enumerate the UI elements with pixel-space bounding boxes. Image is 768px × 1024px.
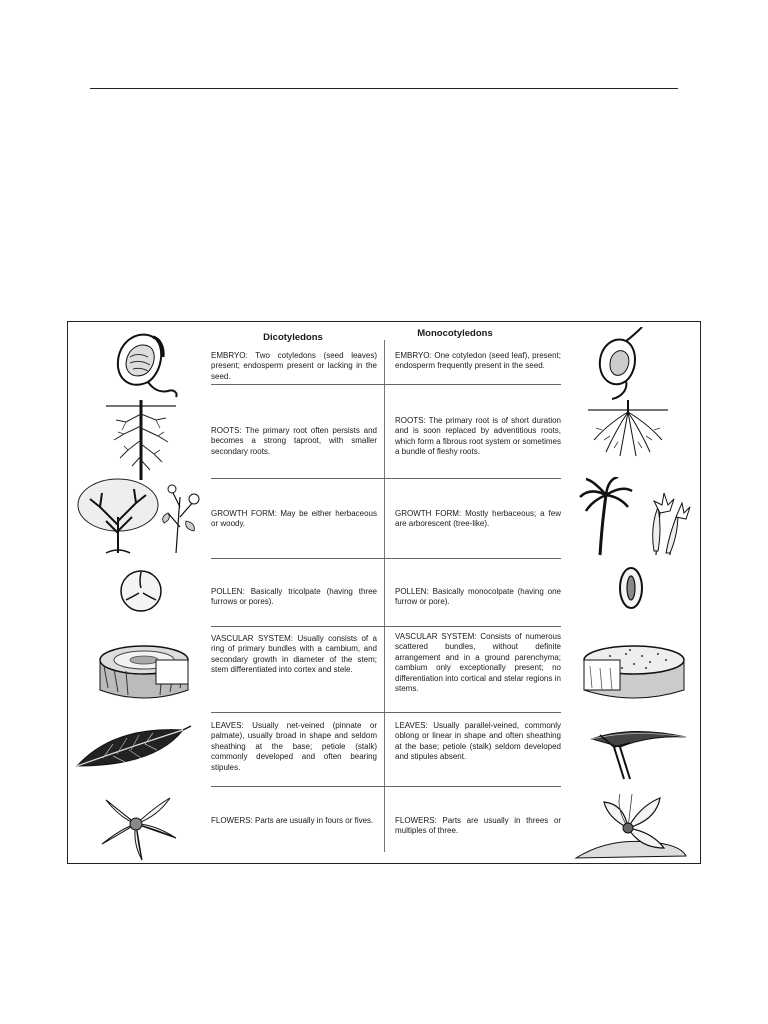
dicot-leaves-text: LEAVES: Usually net-veined (pinnate or palmate), usually broad in shape and seldom sheathing at the base; petiole (stalk) commonly developed and often bearing stipules. xyxy=(211,721,377,772)
monocot-roots-text: ROOTS: The primary root is of short duration and is soon replaced by adventitious roots, which form a fibrous root system or sometimes a bundle of fleshy roots. xyxy=(395,416,561,457)
monocot-leaves-text: LEAVES: Usually parallel-veined, commonly oblong or linear in shape and often sheathing at the base; petiole (stalk) seldom developed and stipules absent. xyxy=(395,721,561,762)
palm-and-flower-icon xyxy=(578,477,693,557)
three-part-flower-icon xyxy=(568,788,688,862)
fibrous-root-icon xyxy=(588,400,668,460)
dicot-pollen-text: POLLEN: Basically tricolpate (having three furrows or pores). xyxy=(211,587,377,607)
tricolpate-pollen-icon xyxy=(116,566,166,616)
embryo-seed-icon xyxy=(592,327,652,401)
taproot-icon xyxy=(106,400,176,482)
dicot-growth-form-text: GROWTH FORM: May be either herbaceous or woody. xyxy=(211,509,377,529)
monocot-growth-form-text: GROWTH FORM: Mostly herbaceous; a few are arborescent (tree-like). xyxy=(395,509,561,529)
monocot-embryo-text: EMBRYO: One cotyledon (seed leaf), present; endosperm frequently present in the seed. xyxy=(395,351,561,371)
dicotyledons-heading: Dicotyledons xyxy=(263,332,323,343)
tree-and-herb-icon xyxy=(76,477,206,557)
stem-cross-section-icon xyxy=(580,640,688,706)
monocot-flowers-text: FLOWERS: Parts are usually in threes or multiples of three. xyxy=(395,816,561,836)
dicot-monocot-comparison-figure xyxy=(67,321,701,864)
dicot-roots-text: ROOTS: The primary root often persists and becomes a strong taproot, with smaller secondary roots. xyxy=(211,426,377,456)
monocot-pollen-text: POLLEN: Basically monocolpate (having one furrow or pore). xyxy=(395,587,561,607)
dicot-embryo-text: EMBRYO: Two cotyledons (seed leaves) present; endosperm present or lacking in the seed. xyxy=(211,351,377,381)
row-divider xyxy=(211,384,561,385)
embryo-seed-icon xyxy=(108,327,188,399)
five-part-flower-icon xyxy=(86,788,186,862)
monocolpate-pollen-icon xyxy=(616,565,646,611)
stem-cross-section-icon xyxy=(96,640,192,706)
monocot-vascular-text: VASCULAR SYSTEM: Consists of numerous scattered bundles, without definite arrangement and in a ground parenchyma; cambium only exceptionally present; no differentiation into cortical and stelar regions in stems. xyxy=(395,632,561,694)
column-divider xyxy=(384,340,385,852)
row-divider xyxy=(211,786,561,787)
parallel-veined-leaf-icon xyxy=(590,717,690,783)
net-veined-leaf-icon xyxy=(73,722,193,772)
row-divider xyxy=(211,478,561,479)
row-divider xyxy=(211,626,561,627)
top-horizontal-rule xyxy=(90,88,678,89)
row-divider xyxy=(211,558,561,559)
row-divider xyxy=(211,712,561,713)
dicot-flowers-text: FLOWERS: Parts are usually in fours or fives. xyxy=(211,816,374,825)
monocotyledons-heading: Monocotyledons xyxy=(417,328,493,339)
dicot-vascular-text: VASCULAR SYSTEM: Usually consists of a ring of primary bundles with a cambium, and secondary growth in diameter of the stem; stem differentiated into cortex and stele. xyxy=(211,634,377,675)
